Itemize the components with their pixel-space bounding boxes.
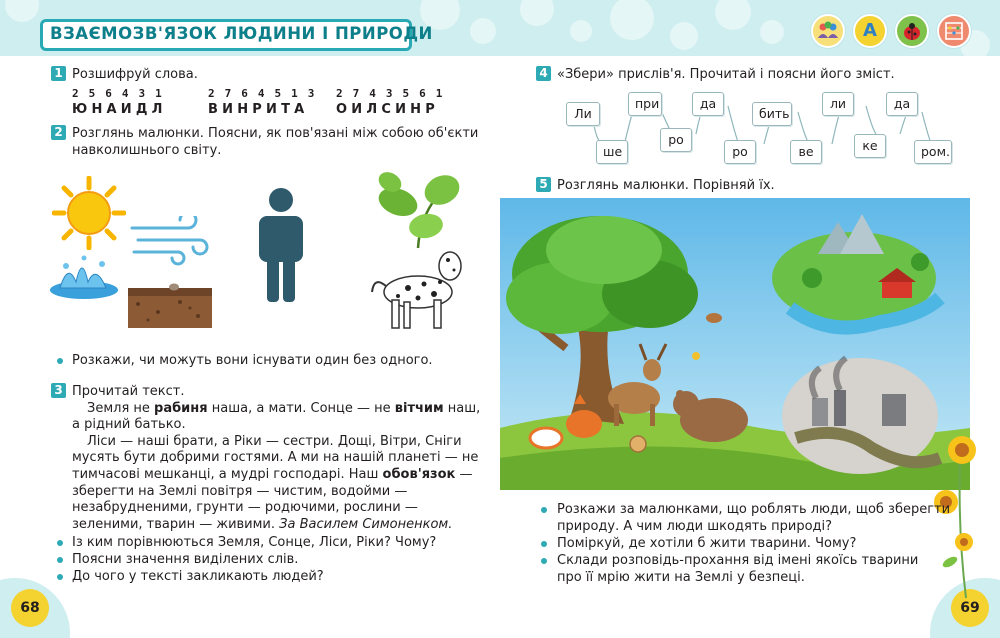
task-3-question-3: До чого у тексті закликають людей? [72,569,324,584]
syllable-card[interactable]: ве [790,140,822,164]
cipher-word-2: ВИНРИТА [208,102,309,117]
task-5-question-1-line-1: Розкажи за малюнками, що роблять люди, щоб зберегти [557,502,951,517]
bullet [57,358,63,364]
bullet [541,541,547,547]
highlighted-word-vitchym: вітчим [394,401,444,416]
syllable-card[interactable]: ше [596,140,628,164]
dalmatian-dog-icon [368,246,468,332]
task-5-question-2: Поміркуй, де хотіли б жити тварини. Чому? [557,536,857,551]
syllable-card[interactable]: да [692,92,724,116]
syllable-card[interactable]: при [628,92,662,116]
cipher-word-3: ОИЛСИНР [336,102,439,117]
syllable-card[interactable]: ли [822,92,854,116]
syllable-card[interactable]: бить [752,102,792,126]
highlighted-word-oboviazok: обов'язок [382,467,456,482]
syllable-card[interactable]: Ли [566,102,600,126]
task-1-number: 1 [51,66,66,81]
highlighted-word-rabynia: рабиня [154,401,208,416]
task-3-number: 3 [51,383,66,398]
text-line-4: мусять бути добрими гостями. А ми на нашій планеті — не [72,450,479,465]
code-2: 2764513 [208,87,325,100]
syllable-card[interactable]: да [886,92,918,116]
author-credit: За Василем Симоненком. [279,517,453,532]
syllable-card[interactable]: ро [660,128,692,152]
bullet [57,574,63,580]
leaves-icon [370,168,466,250]
abacus-icon [937,14,971,48]
ladybug-icon [895,14,929,48]
cipher-word-1: ЮНАИДЛ [72,102,167,117]
bullet [541,507,547,513]
task-3-intro: Прочитай текст. [72,384,185,399]
soil-icon [128,282,212,328]
code-3: 2743561 [336,87,453,100]
task-5-text: Розглянь малюнки. Порівняй їх. [557,178,775,193]
bullet [541,558,547,564]
text-line-8: зеленими, тварин — живими. За Василем Симоненком. [72,517,453,532]
task-2-line-2: навколишнього світу. [72,143,222,158]
task-5-question-3-line-1: Склади розповідь-прохання від імені якоїсь тварини [557,553,919,568]
letter-a-icon: A [853,14,887,48]
nature-illustration [500,198,970,490]
task-1-text: Розшифруй слова. [72,67,198,82]
task-3-question-2: Поясни значення виділених слів. [72,552,299,567]
water-splash-icon [46,252,122,302]
bullet [57,540,63,546]
task-5-question-3-line-2: про її мрію жити на Землі у безпеці. [557,570,805,585]
bullet [57,557,63,563]
task-2-line-1: Розглянь малюнки. Поясни, як пов'язані між собою об'єкти [72,126,479,141]
person-icon [255,186,307,304]
text-line-7: незабрудненими, грунти — родючими, рослини — [72,500,418,515]
task-4-text: «Збери» прислів'я. Прочитай і поясни його зміст. [557,67,895,82]
syllable-card[interactable]: ром. [914,140,952,164]
task-2-question: Розкажи, чи можуть вони існувати один без одного. [72,353,433,368]
syllable-card[interactable]: ро [724,140,756,164]
text-line-3: Ліси — наші брати, а Ріки — сестри. Дощі, Вітри, Сніги [87,434,462,449]
page-number-right: 69 [951,589,989,627]
section-title: ВЗАЄМОЗВ'ЯЗОК ЛЮДИНИ І ПРИРОДИ [50,24,433,43]
wind-icon [130,216,212,266]
task-5-question-1-line-2: природу. А чим люди шкодять природі? [557,519,833,534]
text-line-5: тимчасові мешканці, а мудрі господарі. Наш обов'язок — [72,467,473,482]
code-1: 256431 [72,87,172,100]
task-3-question-1: Із ким порівнюються Земля, Сонце, Ліси, Ріки? Чому? [72,535,437,550]
text-line-2: а рідний батько. [72,417,186,432]
task-2-number: 2 [51,125,66,140]
task-4-number: 4 [536,66,551,81]
task-5-number: 5 [536,177,551,192]
people-icon [811,14,845,48]
text-line-1: Земля не рабиня наша, а мати. Сонце — не вітчим наш, [87,401,481,416]
syllable-card[interactable]: ке [854,134,886,158]
text-line-6: зберегти на Землі повітря — чистим, водойми — [72,484,408,499]
page-number-left: 68 [11,589,49,627]
sun-icon [52,176,126,250]
